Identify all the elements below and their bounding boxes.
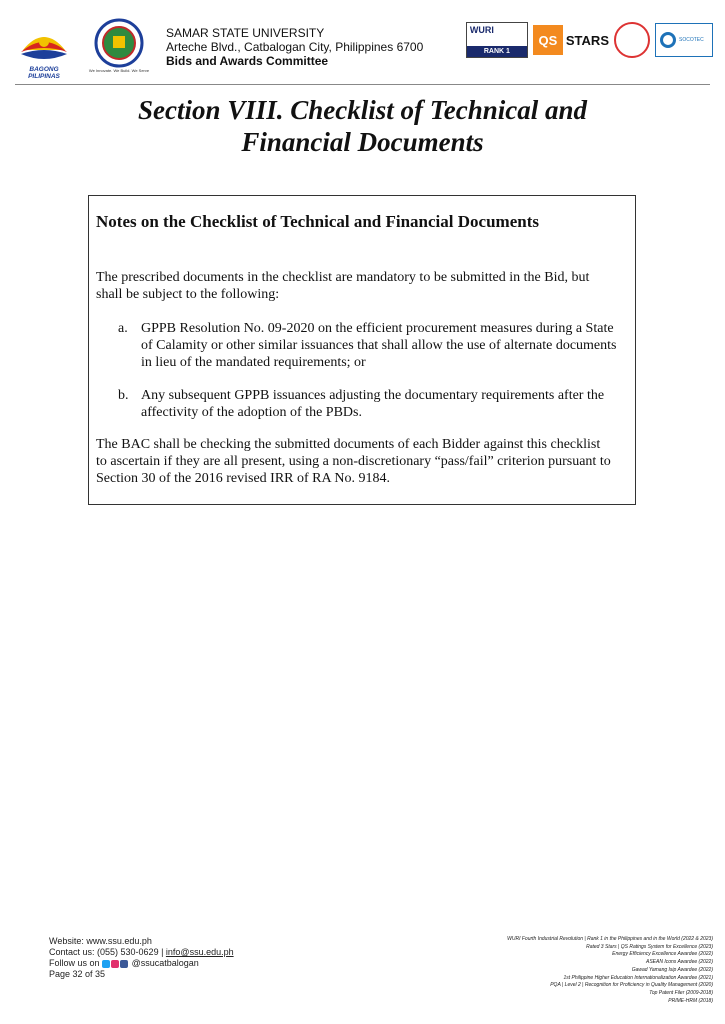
award-line: 1st Philippine Higher Education Internationalization Awardee (2021) — [563, 974, 713, 981]
notes-closing: The BAC shall be checking the submitted documents of each Bidder against this checklist to ascertain if they are all present, using a non-discretionary “pass/fail” criterion pursuant to Section 30 of the 2016 revised IRR of RA No. 9184. — [96, 437, 611, 486]
item-b-text: Any subsequent GPPB issuances adjusting the documentary requirements after the affectivity of the adoption of the PBDs. — [141, 388, 605, 420]
qs-stars-logo: QS STARS — [533, 25, 609, 55]
twitter-icon[interactable] — [102, 960, 110, 968]
section-title — [0, 94, 725, 158]
university-address: Arteche Blvd., Catbalogan City, Philippines 6700 — [166, 40, 424, 54]
accreditation-logos — [466, 22, 713, 58]
notes-heading: Notes on the Checklist of Technical and Financial Documents — [96, 212, 539, 231]
header-text — [166, 26, 423, 68]
award-line: PQA | Level 2 | Recognition for Proficiency in Quality Management (2020) — [550, 982, 713, 989]
header-divider — [15, 84, 710, 85]
award-line: Gawad Yamang Isip Awardee (2022) — [631, 966, 713, 973]
award-seal-logo — [614, 22, 650, 58]
bagong-pilipinas-logo — [15, 20, 73, 80]
award-line: PRIME-HRM (2018) — [668, 997, 713, 1004]
section-title-line2: Financial Documents — [241, 127, 484, 157]
award-line: WURI Fourth Industrial Revolution | Rank 1 in the Philippines and in the World (2022 & 2023) — [507, 936, 713, 942]
email-link[interactable]: info@ssu.edu.ph — [165, 947, 234, 957]
ssu-seal-logo — [84, 18, 154, 78]
footer-contact-line: Contact us: (055) 530-0629 | info@ssu.edu.ph — [49, 947, 234, 957]
award-line: Top Patent Filer (2009-2018) — [649, 989, 713, 996]
item-a-text: GPPB Resolution No. 09-2020 on the efficient procurement measures during a State of Calamity or other similar issuances that shall allow the use of alternate documents in lieu of the mandated requirements; or — [141, 321, 617, 370]
office-name: Bids and Awards Committee — [166, 54, 329, 68]
ssu-tagline: We Innovate. We Build. We Serve — [88, 68, 150, 73]
award-line: Energy Efficiency Excellence Awardee (2022) — [612, 951, 713, 958]
footer-contact — [49, 936, 234, 980]
footer-follow: Follow us on @ssucatbalogan — [49, 958, 199, 968]
item-a-label: a. — [118, 321, 128, 336]
footer-awards — [383, 936, 713, 1005]
section-title-line1: Section VIII. Checklist of Technical and — [137, 95, 588, 125]
socotec-logo: SOCOTEC — [655, 23, 713, 57]
wuri-logo: WURI RANK 1 — [466, 22, 528, 58]
notes-intro: The prescribed documents in the checklist are mandatory to be submitted in the Bid, but shall be subject to the following: — [96, 270, 590, 302]
university-name: SAMAR STATE UNIVERSITY — [166, 26, 325, 40]
facebook-icon[interactable] — [120, 960, 128, 968]
bagong-pilipinas-text: BAGONG PILIPINAS — [28, 66, 60, 80]
award-line: ASEAN Icons Awardee (2022) — [646, 959, 713, 966]
instagram-icon[interactable] — [111, 960, 119, 968]
page-number: Page 32 of 35 — [49, 969, 106, 979]
social-handle: @ssucatbalogan — [131, 958, 199, 968]
footer-website: Website: www.ssu.edu.ph — [49, 936, 152, 946]
item-b-label: b. — [118, 388, 129, 403]
award-line: Rated 3 Stars | QS Ratings System for Excellence (2023) — [586, 943, 713, 950]
notes-box — [88, 195, 636, 505]
